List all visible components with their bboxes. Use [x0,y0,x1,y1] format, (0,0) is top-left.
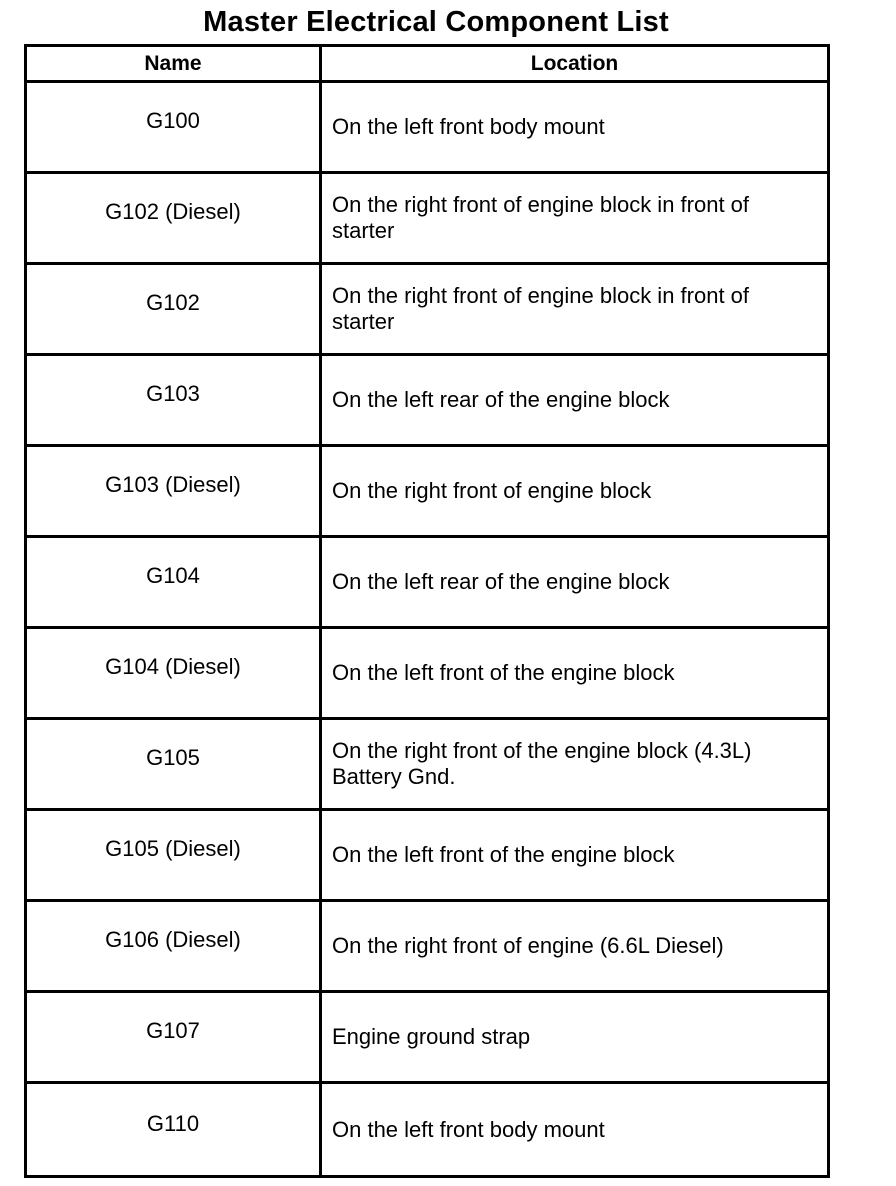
table-row [27,902,827,993]
component-name-cell: G103 (Diesel) [27,447,322,535]
component-location-cell: On the right front of engine (6.6L Diesel) [332,933,724,958]
table-row [27,629,827,720]
component-name-cell: G105 (Diesel) [27,811,322,899]
table-row [27,83,827,174]
component-location-cell: On the right front of engine block [332,478,652,503]
table-row [27,720,827,811]
component-location-cell: On the right front of engine block in front of starter [332,283,750,334]
table-row [27,993,827,1084]
component-name-cell: G107 [27,993,322,1081]
component-name-cell: G103 [27,356,322,444]
component-name-cell: G106 (Diesel) [27,902,322,990]
component-name-cell: G104 [27,538,322,626]
component-location-cell: On the left front body mount [332,1116,605,1142]
table-row [27,447,827,538]
component-name-cell: G102 [27,265,322,353]
component-name-cell: G110 [27,1084,322,1175]
component-name-cell: G100 [27,83,322,171]
component-location-cell: On the left front of the engine block [332,842,675,867]
component-location-cell: On the left front of the engine block [332,660,675,685]
page-title: Master Electrical Component List [203,6,669,38]
table-row [27,265,827,356]
component-table [24,44,830,1178]
column-header-location: Location [530,51,619,75]
component-location-cell: On the left front body mount [332,114,605,139]
component-name-cell: G102 (Diesel) [27,174,322,262]
table-row [27,811,827,902]
table-row [27,1084,827,1175]
component-location-cell: On the right front of engine block in front of starter [332,192,750,243]
component-location-cell: On the left rear of the engine block [332,569,670,594]
component-name-cell: G105 [27,720,322,808]
component-location-cell: On the right front of the engine block (4.3L) Battery Gnd. [332,738,752,789]
table-row [27,174,827,265]
table-row [27,356,827,447]
component-location-cell: On the left rear of the engine block [332,387,670,412]
component-location-cell: Engine ground strap [332,1024,531,1049]
column-header-name: Name [27,47,322,80]
table-header-row [27,47,827,83]
component-name-cell: G104 (Diesel) [27,629,322,717]
table-row [27,538,827,629]
